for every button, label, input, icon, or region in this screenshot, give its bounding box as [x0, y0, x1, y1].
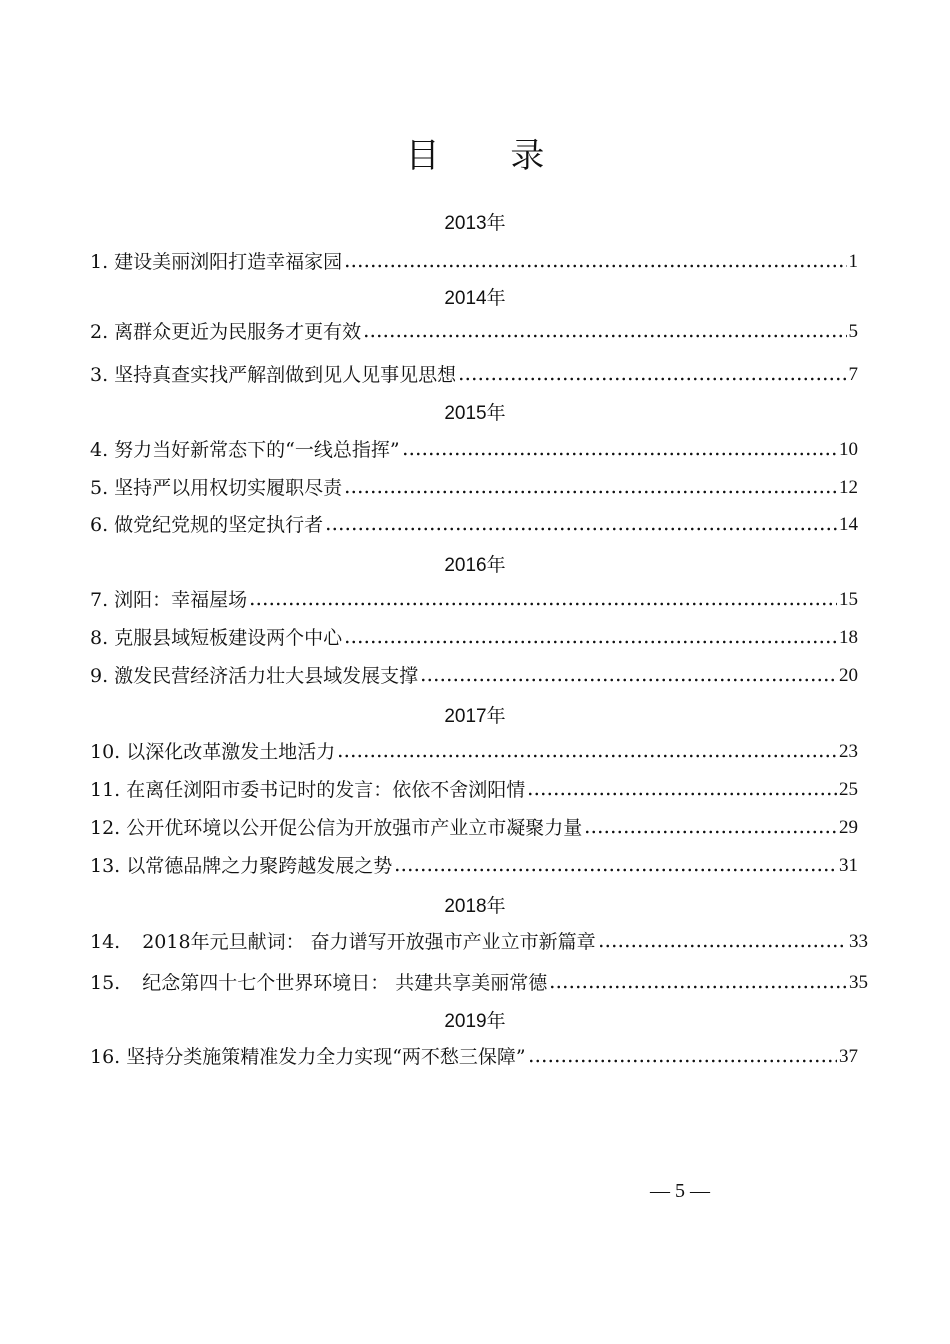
entry-number: 16.: [90, 1046, 121, 1068]
entry-page: 33: [849, 931, 868, 952]
entry-title: 努力当好新常态下的“一线总指挥”: [114, 439, 400, 461]
entry-number: 15.: [90, 972, 121, 994]
entry-number: 2.: [90, 321, 109, 343]
toc-entry[interactable]: [90, 930, 868, 954]
entry-title: 坚持严以用权切实履职尽责: [114, 477, 343, 499]
toc-entry[interactable]: [90, 588, 858, 612]
entry-page: 10: [839, 439, 858, 460]
dot-leader: [337, 740, 837, 764]
entry-number: 13.: [90, 855, 121, 877]
toc-entry[interactable]: [90, 320, 858, 344]
entry-number: 7.: [90, 589, 109, 611]
toc-entry[interactable]: [90, 854, 858, 878]
toc-entry[interactable]: [90, 778, 858, 802]
entry-page: 7: [848, 364, 858, 385]
toc-entry[interactable]: [90, 476, 858, 500]
entry-page: 1: [848, 251, 858, 272]
entry-number: 12.: [90, 817, 121, 839]
toc-entry[interactable]: [90, 626, 858, 650]
entry-number: 3.: [90, 364, 109, 386]
entry-number: 1.: [90, 251, 109, 273]
dot-leader: [402, 438, 837, 462]
toc-entry[interactable]: [90, 438, 858, 462]
entry-number: 11.: [90, 779, 121, 801]
entry-page: 29: [839, 817, 858, 838]
entry-page: 12: [839, 477, 858, 498]
dot-leader: [249, 588, 837, 612]
entry-page: 20: [839, 665, 858, 686]
year-heading: 2015年: [444, 403, 506, 424]
entry-number: 6.: [90, 514, 109, 536]
dot-leader: [363, 320, 846, 344]
entry-page: 37: [839, 1046, 858, 1067]
entry-title: 以深化改革激发土地活力: [126, 741, 336, 763]
dot-leader: [527, 778, 837, 802]
year-heading: 2016年: [444, 555, 506, 576]
entry-title: 2018年元旦献词： 奋力谱写开放强市产业立市新篇章: [142, 931, 596, 953]
entry-title: 坚持真查实找严解剖做到见人见事见思想: [114, 364, 457, 386]
page-number-footer: — 5 —: [650, 1180, 710, 1202]
entry-title: 克服县域短板建设两个中心: [114, 627, 343, 649]
entry-number: 4.: [90, 439, 109, 461]
entry-page: 31: [839, 855, 858, 876]
entry-title: 公开优环境以公开促公信为开放强市产业立市凝聚力量: [126, 817, 583, 839]
entry-page: 5: [848, 321, 858, 342]
entry-page: 18: [839, 627, 858, 648]
entry-page: 35: [849, 972, 868, 993]
page-title: 目 录: [405, 136, 575, 176]
dot-leader: [598, 930, 847, 954]
dot-leader: [344, 476, 837, 500]
dot-leader: [549, 971, 847, 995]
dot-leader: [420, 664, 837, 688]
entry-title: 做党纪党规的坚定执行者: [114, 514, 324, 536]
toc-entry[interactable]: [90, 1045, 858, 1069]
entry-title: 在离任浏阳市委书记时的发言：依依不舍浏阳情: [126, 779, 526, 801]
entry-page: 15: [839, 589, 858, 610]
toc-entry[interactable]: [90, 740, 858, 764]
year-heading: 2019年: [444, 1011, 506, 1032]
toc-entry[interactable]: [90, 971, 868, 995]
toc-entry[interactable]: [90, 250, 858, 274]
year-heading: 2014年: [444, 288, 506, 309]
dot-leader: [344, 626, 837, 650]
entry-title: 以常德品牌之力聚跨越发展之势: [126, 855, 393, 877]
entry-number: 10.: [90, 741, 121, 763]
dot-leader: [458, 363, 846, 387]
entry-title: 浏阳：幸福屋场: [114, 589, 248, 611]
year-heading: 2017年: [444, 706, 506, 727]
dot-leader: [584, 816, 837, 840]
entry-number: 8.: [90, 627, 109, 649]
entry-page: 14: [839, 514, 858, 535]
toc-entry[interactable]: [90, 363, 858, 387]
entry-title: 建设美丽浏阳打造幸福家园: [114, 251, 343, 273]
entry-title: 纪念第四十七个世界环境日： 共建共享美丽常德: [142, 972, 548, 994]
entry-number: 5.: [90, 477, 109, 499]
entry-page: 25: [839, 779, 858, 800]
dot-leader: [394, 854, 837, 878]
entry-number: 14.: [90, 931, 121, 953]
year-heading: 2018年: [444, 896, 506, 917]
dot-leader: [528, 1045, 837, 1069]
entry-title: 坚持分类施策精准发力全力实现“两不愁三保障”: [126, 1046, 526, 1068]
toc-entry[interactable]: [90, 513, 858, 537]
toc-entry[interactable]: [90, 816, 858, 840]
entry-title: 离群众更近为民服务才更有效: [114, 321, 362, 343]
entry-number: 9.: [90, 665, 109, 687]
year-heading: 2013年: [444, 213, 506, 234]
toc-entry[interactable]: [90, 664, 858, 688]
dot-leader: [344, 250, 846, 274]
entry-title: 激发民营经济活力壮大县域发展支撑: [114, 665, 419, 687]
entry-page: 23: [839, 741, 858, 762]
dot-leader: [325, 513, 837, 537]
